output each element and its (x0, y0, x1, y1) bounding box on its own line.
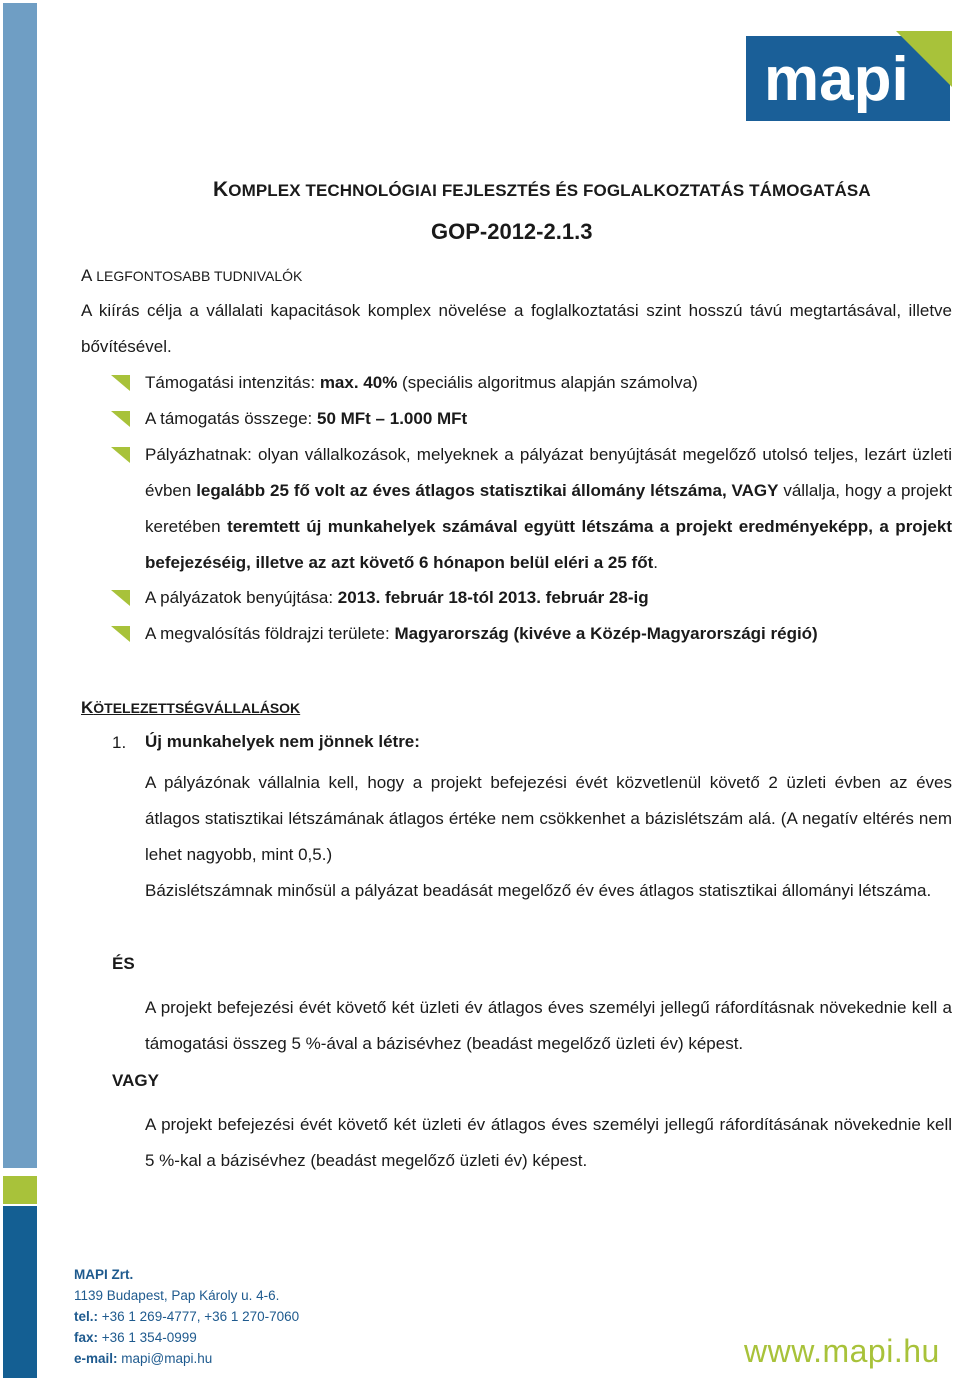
triangle-bullet-icon (111, 590, 130, 606)
sidebar-stripe-dark (3, 1206, 37, 1378)
section-heading-commitments: KÖTELEZETTSÉGVÁLLALÁSOK (81, 698, 301, 717)
sidebar-stripe-blue (3, 3, 37, 1168)
label-es: ÉS (112, 954, 135, 973)
mapi-logo (746, 31, 952, 121)
sidebar-stripe-lime (3, 1176, 37, 1204)
section-heading-key-info: A LEGFONTOSABB TUDNIVALÓK (81, 266, 303, 285)
triangle-bullet-icon (111, 626, 130, 642)
footer-fax: fax: +36 1 354-0999 (74, 1330, 197, 1345)
item-heading: Új munkahelyek nem jönnek létre: (145, 732, 420, 751)
document-title: KOMPLEX TECHNOLÓGIAI FEJLESZTÉS ÉS FOGLALKOZTATÁS TÁMOGATÁSA (213, 178, 871, 201)
intro-paragraph: A kiírás célja a vállalati kapacitások komplex növelése a foglalkoztatási szint hosszú távú megtartásával, illetve bővítésével. (81, 301, 952, 356)
footer-email[interactable]: e-mail: mapi@mapi.hu (74, 1351, 213, 1366)
commitment-paragraph-3: A projekt befejezési évét követő két üzleti év átlagos éves személyi jellegű ráfordításnak növekednie kell a támogatási összeg 5 %-ával a bázisévhez (beadást megelőző üzleti év) képest. (145, 998, 952, 1053)
footer-contact (74, 1264, 299, 1369)
logo-text: mapi (764, 45, 909, 114)
triangle-bullet-icon (111, 447, 130, 463)
item-number: 1. (112, 733, 127, 752)
footer-phone: tel.: +36 1 269-4777, +36 1 270-7060 (74, 1309, 300, 1324)
triangle-bullet-icon (111, 411, 130, 427)
footer-company: MAPI Zrt. (74, 1267, 134, 1282)
commitment-paragraph-4: A projekt befejezési évét követő két üzleti év átlagos éves személyi jellegű ráfordításának növekednie kell 5 %-kal a bázisévhez (beadást megelőző üzleti év) képest. (145, 1115, 952, 1170)
commitment-paragraph-1: A pályázónak vállalnia kell, hogy a projekt befejezési évét közvetlenül követő 2 üzleti évben az éves átlagos statisztikai létszámának átlagos értéke nem csökkenhet a bázislétszám alá. (A negatív eltérés nem lehet nagyobb, mint 0,5.) (145, 773, 952, 864)
document-subtitle: GOP-2012-2.1.3 (431, 219, 593, 244)
website-link[interactable]: www.mapi.hu (744, 1333, 940, 1369)
triangle-bullet-icon (111, 375, 130, 391)
footer-address: 1139 Budapest, Pap Károly u. 4-6. (74, 1288, 280, 1303)
commitment-paragraph-2: Bázislétszámnak minősül a pályázat beadását megelőző év éves átlagos statisztikai állományi létszáma. (145, 881, 932, 900)
label-vagy: VAGY (112, 1071, 159, 1090)
